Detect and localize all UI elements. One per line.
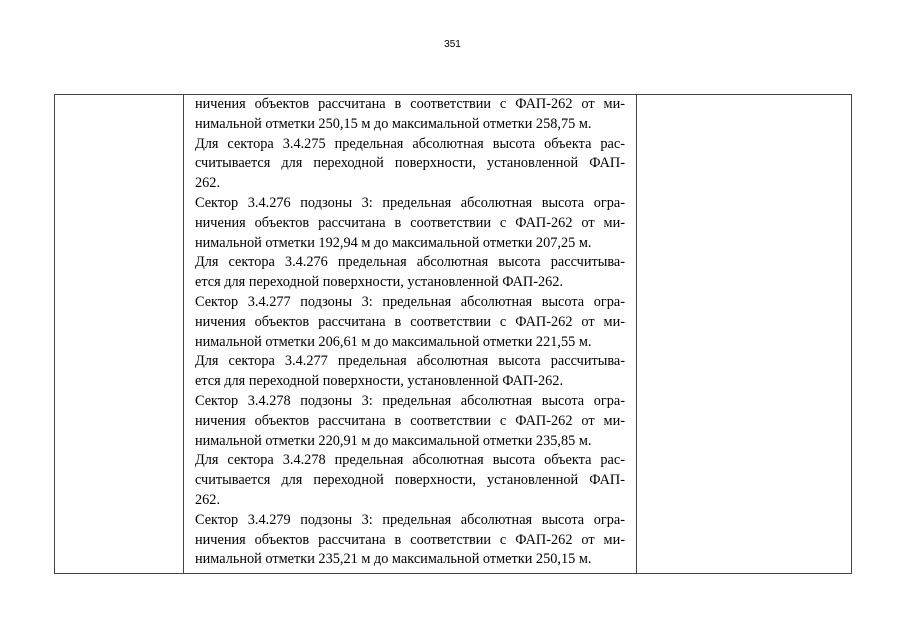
text-line: нимальной отметки 206,61 м до максимальной отметки 221,55 м. [195, 333, 592, 350]
text-block [184, 95, 636, 570]
text-line: ничения объектов рассчитана в соответствии с ФАП-262 от ми- [195, 531, 625, 548]
page-number: 351 [444, 39, 461, 50]
text-line: считывается для переходной поверхности, установленной ФАП- [195, 472, 625, 489]
text-line: Сектор 3.4.279 подзоны 3: предельная абсолютная высота огра- [195, 511, 625, 528]
document-table [54, 94, 852, 574]
table-cell-right [637, 95, 852, 574]
table-row [55, 95, 852, 574]
text-line: ничения объектов рассчитана в соответствии с ФАП-262 от ми- [195, 313, 625, 330]
text-line: нимальной отметки 192,94 м до максимальной отметки 207,25 м. [195, 234, 592, 251]
text-line: ется для переходной поверхности, установленной ФАП-262. [195, 373, 564, 390]
table-cell-text [184, 95, 637, 574]
text-line: ется для переходной поверхности, установленной ФАП-262. [195, 274, 564, 291]
text-line: нимальной отметки 250,15 м до максимальной отметки 258,75 м. [195, 115, 592, 132]
text-line: 262. [195, 491, 221, 508]
text-line: ничения объектов рассчитана в соответствии с ФАП-262 от ми- [195, 214, 625, 231]
text-line: ничения объектов рассчитана в соответствии с ФАП-262 от ми- [195, 96, 625, 112]
text-line: ничения объектов рассчитана в соответствии с ФАП-262 от ми- [195, 412, 625, 429]
text-line: Сектор 3.4.277 подзоны 3: предельная абсолютная высота огра- [195, 293, 625, 310]
text-line: Для сектора 3.4.278 предельная абсолютная высота объекта рас- [195, 452, 625, 469]
text-line: 262. [195, 175, 221, 192]
text-line: считывается для переходной поверхности, установленной ФАП- [195, 155, 625, 172]
text-line: Для сектора 3.4.275 предельная абсолютная высота объекта рас- [195, 135, 625, 152]
text-line: нимальной отметки 235,21 м до максимальной отметки 250,15 м. [195, 551, 592, 568]
text-line: нимальной отметки 220,91 м до максимальной отметки 235,85 м. [195, 432, 592, 449]
text-line: Для сектора 3.4.276 предельная абсолютная высота рассчитыва- [195, 254, 625, 271]
text-line: Сектор 3.4.276 подзоны 3: предельная абсолютная высота огра- [195, 194, 625, 211]
text-line: Для сектора 3.4.277 предельная абсолютная высота рассчитыва- [195, 353, 625, 370]
table-cell-left [55, 95, 184, 574]
text-line: Сектор 3.4.278 подзоны 3: предельная абсолютная высота огра- [195, 392, 625, 409]
